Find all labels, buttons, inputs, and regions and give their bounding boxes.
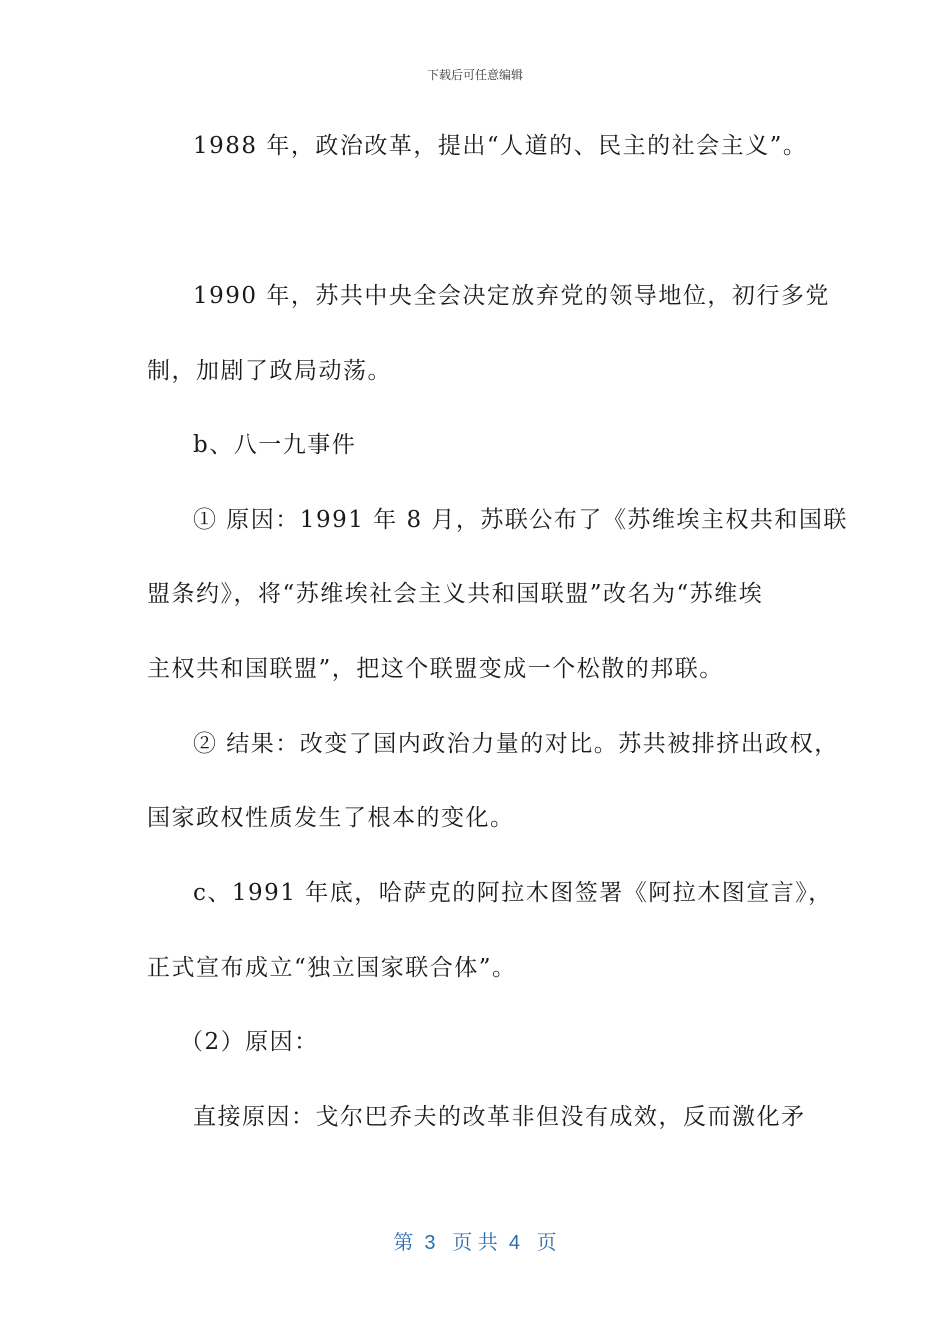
paragraph-8-line-1: 直接原因：戈尔巴乔夫的改革非但没有成效，反而激化矛 <box>193 1104 806 1130</box>
paragraph-2-line-1: 1990 年，苏共中央全会决定放弃党的领导地位，初行多党 <box>193 283 830 309</box>
paragraph-5-line-1: ② 结果：改变了国内政治力量的对比。苏共被排挤出政权， <box>193 731 839 757</box>
paragraph-3-line-1: b、八一九事件 <box>193 432 357 458</box>
page-header: 下载后可任意编辑 <box>426 68 523 82</box>
paragraph-6-line-2: 正式宣布成立“独立国家联合体”。 <box>147 955 517 981</box>
paragraph-1-line-1: 1988 年，政治改革，提出“人道的、民主的社会主义”。 <box>193 133 808 159</box>
paragraph-2-line-2: 制，加剧了政局动荡。 <box>147 358 392 384</box>
paragraph-4-line-3: 主权共和国联盟”，把这个联盟变成一个松散的邦联。 <box>147 656 724 682</box>
paragraph-4-line-1: ① 原因：1991 年 8 月，苏联公布了《苏维埃主权共和国联 <box>193 507 848 533</box>
paragraph-6-line-1: c、1991 年底，哈萨克的阿拉木图签署《阿拉木图宣言》， <box>193 880 833 906</box>
page-footer: 第 3 页 共 4 页 <box>393 1232 557 1254</box>
paragraph-5-line-2: 国家政权性质发生了根本的变化。 <box>147 805 515 831</box>
paragraph-7-line-1: （2）原因： <box>180 1029 319 1055</box>
paragraph-4-line-2: 盟条约》，将“苏维埃社会主义共和国联盟”改名为“苏维埃 <box>147 581 764 607</box>
